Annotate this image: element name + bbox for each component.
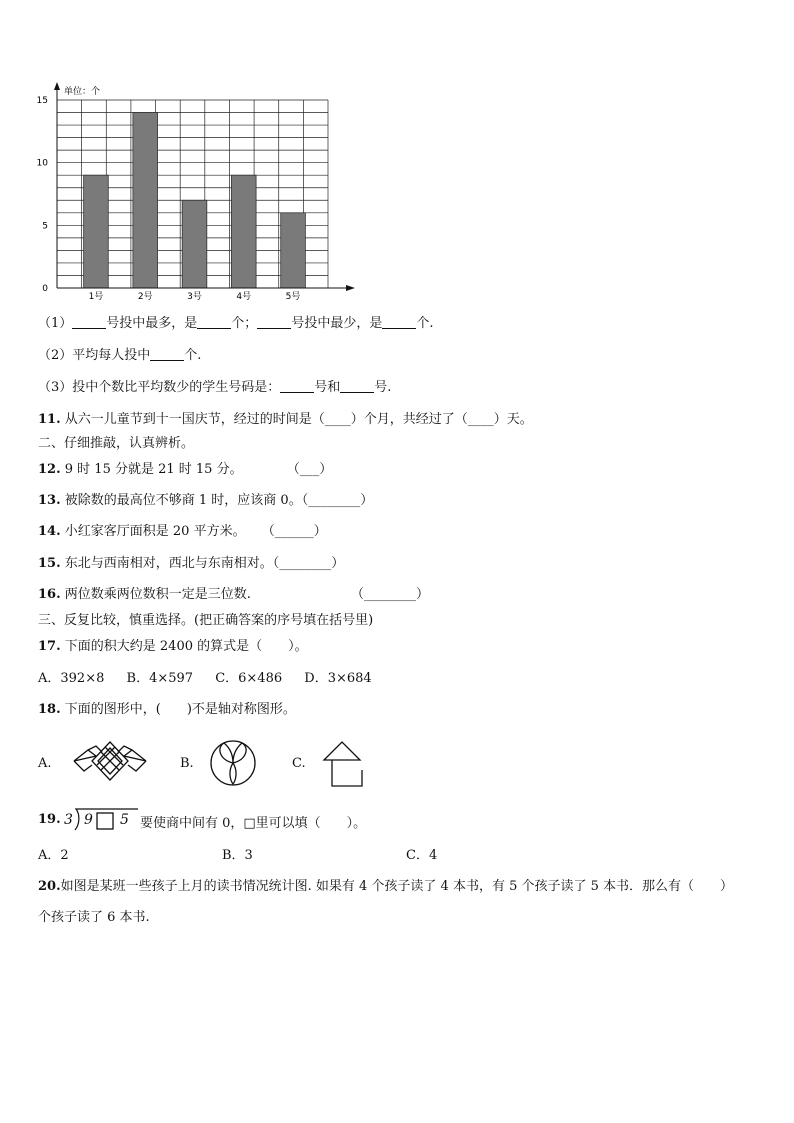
bar-2 (133, 113, 158, 288)
question-text: 下面的图形中，( )不是轴对称图形。 (64, 702, 296, 717)
sub-q3-text-c: 号. (374, 380, 392, 395)
question-17 (38, 635, 308, 654)
question-19 (38, 812, 61, 827)
sub-q3-text-b: 号和 (314, 380, 341, 395)
question-number: 15. (38, 556, 61, 571)
question-text: 两位数乘两位数积一定是三位数. (64, 587, 251, 602)
option-b-label[interactable]: B. (180, 756, 194, 771)
option-d[interactable]: D．3×684 (304, 671, 372, 686)
y-axis-arrow (54, 82, 60, 90)
circle-leaf-figure (208, 738, 258, 788)
blank[interactable] (72, 316, 106, 329)
x-axis-arrow (346, 285, 355, 291)
question-18 (38, 698, 296, 717)
long-division-figure (62, 806, 138, 832)
category-label: 3号 (187, 292, 202, 302)
q19-text: 要使商中间有 0，□里可以填（ ）。 (140, 816, 367, 831)
question-text: 东北与西南相对，西北与东南相对。（________） (64, 556, 345, 571)
sub-q1-text-e: 个. (416, 316, 434, 331)
y-tick-label: 0 (42, 284, 48, 294)
question-20 (38, 875, 733, 894)
category-label: 4号 (236, 292, 252, 302)
sub-question-1 (38, 312, 433, 331)
y-tick-label: 10 (36, 158, 48, 169)
question-text: 被除数的最高位不够商 1 时，应该商 0。（________） (64, 493, 374, 508)
option-b[interactable]: B．4×597 (126, 671, 194, 686)
question-text: 从六一儿童节到十一国庆节，经过的时间是（____）个月，共经过了（____）天。 (64, 412, 533, 427)
bar-4 (231, 175, 256, 288)
arrow-house-figure (322, 740, 366, 788)
question-13 (38, 489, 373, 508)
y-axis-label: 单位：个 (64, 87, 101, 97)
bar-5 (281, 213, 306, 288)
digit-2: 5 (120, 812, 129, 828)
section-2-heading: 二、仔细推敲，认真辨析。 (38, 436, 195, 451)
category-label: 1号 (88, 292, 104, 302)
y-tick-label: 15 (36, 96, 48, 106)
question-number: 14. (38, 524, 61, 539)
category-label: 5号 (285, 292, 301, 302)
category-label: 2号 (137, 292, 153, 302)
sub-q2-text-a: （2）平均每人投中 (38, 348, 151, 363)
question-16 (38, 583, 429, 602)
question-number: 18. (38, 702, 61, 717)
chart-categories (89, 291, 301, 302)
blank[interactable] (257, 316, 291, 329)
chart-ticks (37, 96, 49, 294)
question-number: 19. (38, 812, 61, 827)
sub-question-2 (38, 344, 201, 363)
option-c[interactable]: C．6×486 (215, 671, 283, 686)
knot-figure (70, 738, 150, 784)
sub-q2-text-b: 个. (184, 348, 202, 363)
q19-option-c[interactable]: C．4 (406, 848, 438, 863)
blank[interactable] (280, 380, 314, 393)
blank[interactable] (150, 348, 184, 361)
answer-paren[interactable]: （______） (261, 524, 327, 539)
bar-chart (30, 78, 360, 303)
question-14 (38, 520, 327, 539)
question-text: 9 时 15 分就是 21 时 15 分。 (64, 462, 243, 477)
question-number: 17. (38, 639, 61, 654)
bar-3 (182, 200, 207, 288)
sub-question-3 (38, 376, 391, 395)
q20-line2: 个孩子读了 6 本书. (38, 910, 150, 925)
y-tick-label: 5 (42, 221, 48, 232)
question-number: 12. (38, 462, 61, 477)
blank[interactable] (382, 316, 416, 329)
bar-1 (84, 175, 109, 288)
question-text-line1: 如图是某班一些孩子上月的读书情况统计图. 如果有 4 个孩子读了 4 本书，有 5 个孩子读了 5 本书．那么有（ ） (60, 879, 734, 894)
sub-q1-text-d: 号投中最少，是 (291, 316, 383, 331)
blank[interactable] (197, 316, 231, 329)
answer-paren[interactable]: （___） (286, 462, 333, 477)
sub-q1-text-b: 号投中最多，是 (106, 316, 198, 331)
sub-q1-label: （1） (38, 316, 73, 331)
question-number: 13. (38, 493, 61, 508)
sub-q3-text-a: （3）投中个数比平均数少的学生号码是： (38, 380, 281, 395)
question-12 (38, 458, 332, 477)
q19-option-b[interactable]: B．3 (222, 848, 253, 863)
q19-option-a[interactable]: A．2 (38, 848, 69, 863)
option-a[interactable]: A．392×8 (38, 671, 105, 686)
question-11 (38, 408, 533, 427)
sub-q1-text-c: 个； (231, 316, 258, 331)
option-c-label[interactable]: C. (292, 756, 306, 771)
option-a-label[interactable]: A. (38, 756, 52, 771)
blank[interactable] (340, 380, 374, 393)
digit-1: 9 (84, 812, 93, 828)
question-text: 小红家客厅面积是 20 平方米。 (64, 524, 246, 539)
q17-options (38, 667, 372, 686)
question-number: 16. (38, 587, 61, 602)
question-number: 20. (38, 879, 61, 894)
section-3-heading: 三、反复比较，慎重选择。(把正确答案的序号填在括号里) (38, 613, 374, 628)
question-number: 11. (38, 412, 61, 427)
answer-paren[interactable]: （________） (351, 587, 430, 602)
divisor: 3 (64, 812, 73, 828)
question-15 (38, 552, 344, 571)
question-text: 下面的积大约是 2400 的算式是（ ）。 (64, 639, 308, 654)
